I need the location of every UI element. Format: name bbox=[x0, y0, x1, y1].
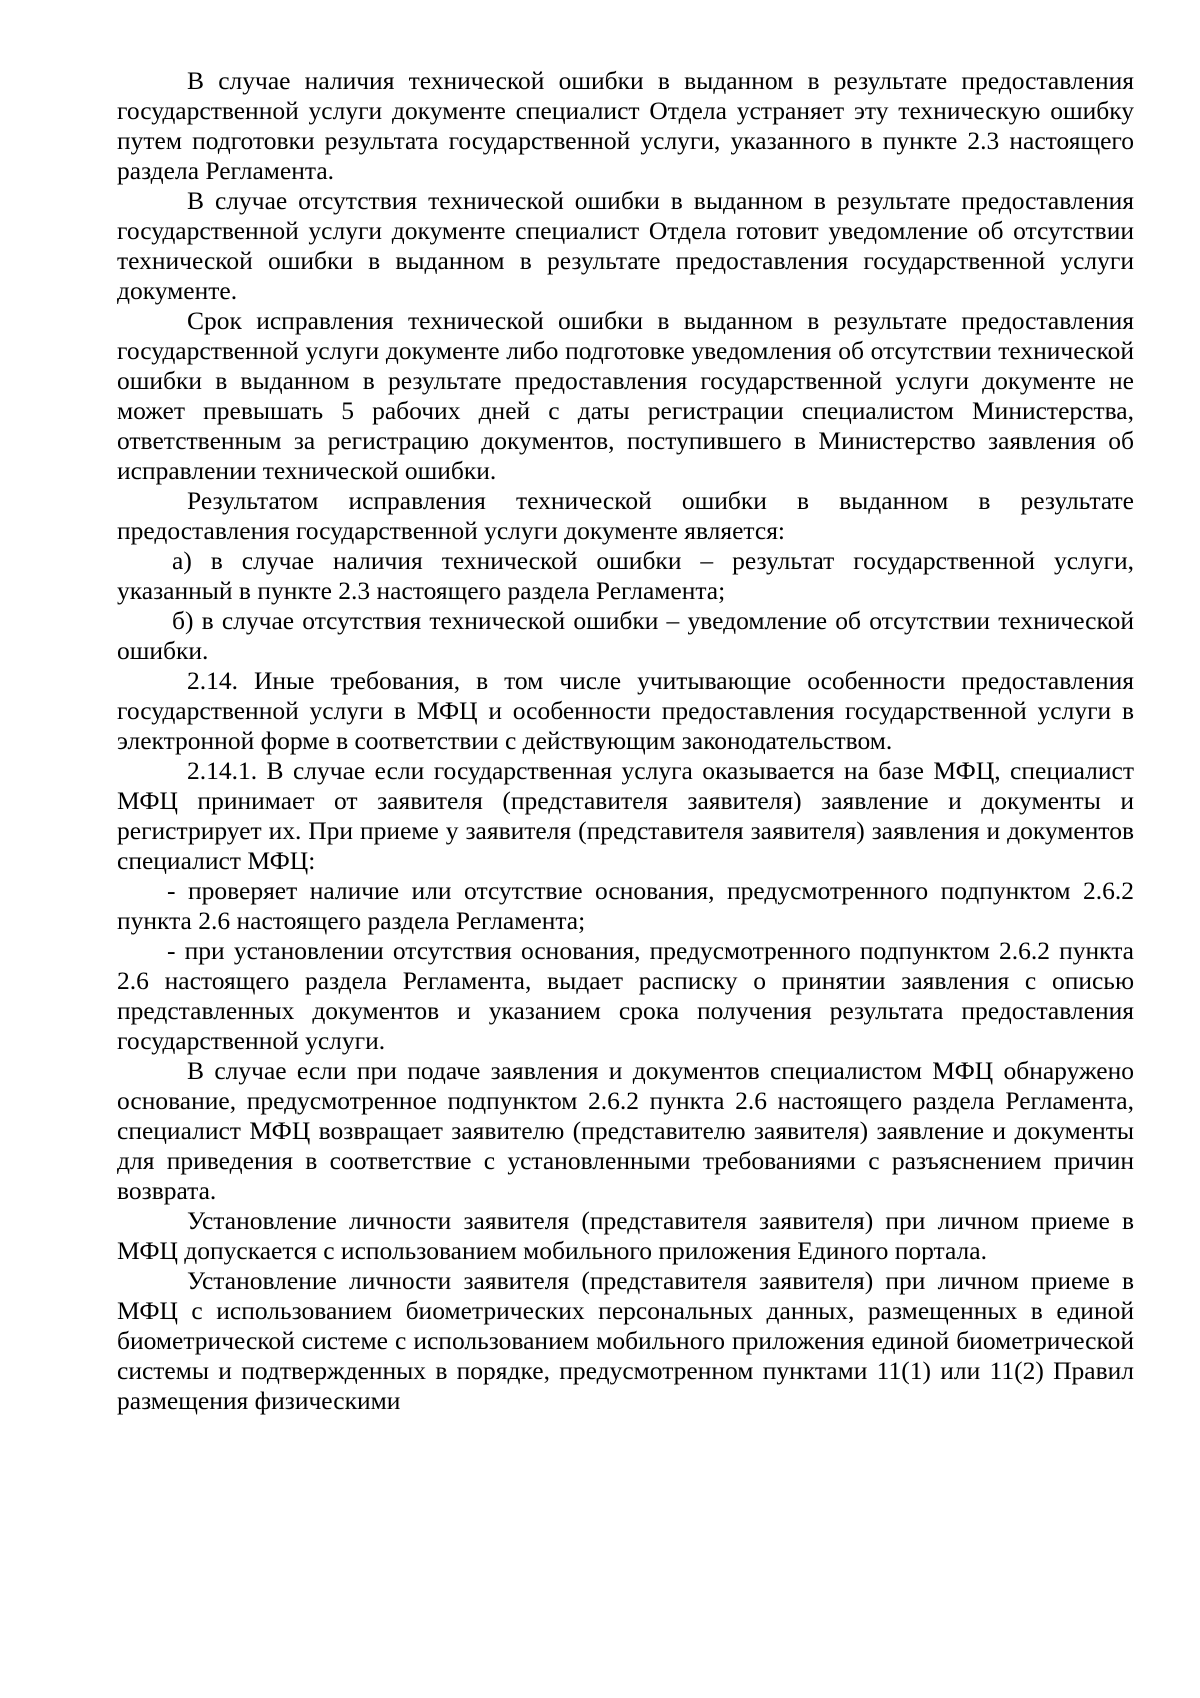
list-item-b: б) в случае отсутствия технической ошибки – уведомление об отсутствии технической ошибки. bbox=[117, 606, 1134, 665]
paragraph-identity-biometric: Установление личности заявителя (представителя заявителя) при личном приеме в МФЦ с использованием биометрических персональных данных, размещенных в единой биометрической системе с использованием мобильного приложения единой биометрической системы и подтвержденных в порядке, предусмотренном пунктами 11(1) или 11(2) Правил размещения физическими bbox=[117, 1266, 1134, 1415]
section-2-14-1: 2.14.1. В случае если государственная услуга оказывается на базе МФЦ, специалист МФЦ принимает от заявителя (представителя заявителя) заявление и документы и регистрирует их. При приеме у заявителя (представителя заявителя) заявления и документов специалист МФЦ: bbox=[117, 756, 1134, 875]
paragraph-correction-deadline: Срок исправления технической ошибки в выданном в результате предоставления государственной услуги документе либо подготовке уведомления об отсутствии технической ошибки в выданном в результате предоставления государственной услуги документе не может превышать 5 рабочих дней с даты регистрации специалистом Министерства, ответственным за регистрацию документов, поступившего в Министерство заявления об исправлении технической ошибки. bbox=[117, 306, 1134, 485]
paragraph-correction-result: Результатом исправления технической ошибки в выданном в результате предоставления государственной услуги документе является: bbox=[117, 486, 1134, 545]
dash-item-issue-receipt: - при установлении отсутствия основания, предусмотренного подпунктом 2.6.2 пункта 2.6 настоящего раздела Регламента, выдает расписку о принятии заявления с описью представленных документов и указанием срока получения результата предоставления государственной услуги. bbox=[117, 936, 1134, 1055]
dash-item-check-grounds: - проверяет наличие или отсутствие основания, предусмотренного подпунктом 2.6.2 пункта 2.6 настоящего раздела Регламента; bbox=[117, 876, 1134, 935]
paragraph-technical-error-fix: В случае наличия технической ошибки в выданном в результате предоставления государственной услуги документе специалист Отдела устраняет эту техническую ошибку путем подготовки результата государственной услуги, указанного в пункте 2.3 настоящего раздела Регламента. bbox=[117, 66, 1134, 185]
paragraph-identity-mobile-app: Установление личности заявителя (представителя заявителя) при личном приеме в МФЦ допускается с использованием мобильного приложения Единого портала. bbox=[117, 1206, 1134, 1265]
paragraph-no-technical-error: В случае отсутствия технической ошибки в выданном в результате предоставления государственной услуги документе специалист Отдела готовит уведомление об отсутствии технической ошибки в выданном в результате предоставления государственной услуги документе. bbox=[117, 186, 1134, 305]
paragraph-return-documents: В случае если при подаче заявления и документов специалистом МФЦ обнаружено основание, предусмотренное подпунктом 2.6.2 пункта 2.6 настоящего раздела Регламента, специалист МФЦ возвращает заявителю (представителю заявителя) заявление и документы для приведения в соответствие с установленными требованиями с разъяснением причин возврата. bbox=[117, 1056, 1134, 1205]
list-item-a: а) в случае наличия технической ошибки – результат государственной услуги, указанный в пункте 2.3 настоящего раздела Регламента; bbox=[117, 546, 1134, 605]
section-2-14-heading: 2.14. Иные требования, в том числе учитывающие особенности предоставления государственной услуги в МФЦ и особенности предоставления государственной услуги в электронной форме в соответствии с действующим законодательством. bbox=[117, 666, 1134, 755]
